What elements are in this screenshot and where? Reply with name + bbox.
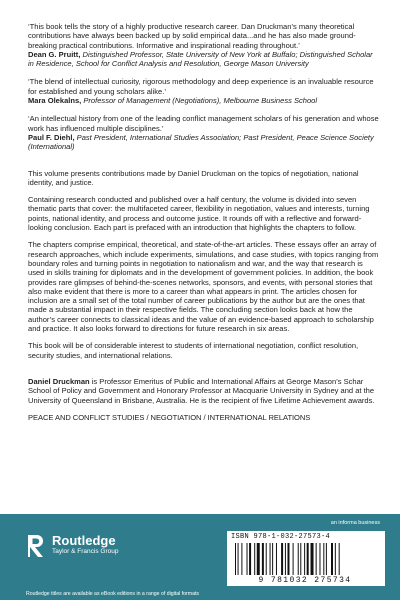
isbn-label: ISBN 978-1-032-27573-4 — [231, 533, 331, 541]
brand-name: Routledge — [52, 533, 116, 548]
description-paragraph-3: The chapters comprise empirical, theoretical, and state-of-the-art articles. These essays offer an array of research approaches, which include experiments, simulations, and case studies, with topics ranging from boundary roles and turning points in negotiation to nationalism and war, and the way that research is used in skills training for diplomats and in the development of government policies. In addition, the book provides rare glimpses of behind-the-scenes networks, sponsors, and events, with personal stories that also make evident that there is more to a career than what appears in print. The articles chosen for inclusion are a small set of the total number of career publications by the author but are the ones that made a substantial impact in their respective fields. The concluding section looks back at how the author’s career connects to classical ideas and the value of an evidence-based approach to scholarship and practice. It also looks forward to directions for future research in six areas. — [28, 240, 379, 334]
endorsement-quote-2: ‘The blend of intellectual curiosity, rigorous methodology and deep experience is an invaluable resource for established and young scholars alike.’ — [28, 77, 374, 96]
author-bio-text: is Professor Emeritus of Public and International Affairs at George Mason’s Schar School of Policy and Government and Honorary Professor at Macquarie University in Sydney and at the University of Queensland in Brisbane, Australia. He is the recipient of five Lifetime Achievement awards. — [28, 376, 375, 405]
publisher-footer — [0, 514, 400, 600]
routledge-r-icon — [26, 534, 46, 558]
description-paragraph-2: Containing research conducted and published over a half century, the volume is divided into seven thematic parts that cover: the multifaceted career, flexibility in negotiation, values and interests, turning points, national identity, and process and outcome justice. It rounds off with a reflective and forward-looking conclusion. Each part is prefaced with an introduction that highlights the chapters to follow. — [28, 195, 370, 233]
endorser-title-1: Distinguished Professor, State University of New York at Buffalo; Distinguished Scholar in Residence, School for Conflict Analysis and Resolution, George Mason University — [28, 49, 373, 69]
barcode — [227, 531, 385, 586]
endorser-title-3: Past President, International Studies Association; Past President, Peace Science Society (International) — [28, 132, 374, 152]
author-bio — [28, 377, 380, 405]
endorsement-attribution-3 — [28, 133, 380, 152]
description-paragraph-4: This book will be of considerable interest to students of international negotiation, conflict resolution, security studies, and international relations. — [28, 341, 359, 360]
routledge-logo — [26, 534, 118, 558]
subject-categories: PEACE AND CONFLICT STUDIES / NEGOTIATION / INTERNATIONAL RELATIONS — [28, 412, 311, 422]
endorsement-attribution-2 — [28, 96, 380, 105]
endorser-title-2: Professor of Management (Negotiations), Melbourne Business School — [81, 96, 318, 106]
barcode-number: 9 781032 275734 — [258, 576, 352, 585]
ebook-footnote: Routledge titles are available as eBook editions in a range of digital formats — [26, 591, 200, 597]
endorser-name-1: Dean G. Pruitt, — [28, 49, 81, 59]
barcode-bars-icon — [233, 543, 379, 575]
endorsement-quote-3: ‘An intellectual history from one of the leading conflict management scholars of his generation and whose work has influenced multiple disciplines.’ — [28, 114, 379, 133]
endorser-name-3: Paul F. Diehl, — [28, 132, 75, 142]
endorsement-quote-1: ‘This book tells the story of a highly productive research career. Dan Druckman’s many theoretical contributions have always been backed up by solid empirical data...and he has also made ground-breaking practical contributions. Informative and inspirational reading throughout.’ — [28, 22, 356, 50]
brand-subtitle: Taylor & Francis Group — [52, 548, 119, 555]
informa-tagline: an informa business — [330, 520, 380, 526]
back-cover-text — [28, 22, 380, 422]
author-name: Daniel Druckman — [28, 376, 90, 386]
description-paragraph-1: This volume presents contributions made by Daniel Druckman on the topics of negotiation, national identity, and justice. — [28, 168, 359, 187]
endorsement-attribution-1 — [28, 50, 380, 69]
endorser-name-2: Mara Olekalns, — [28, 96, 82, 106]
